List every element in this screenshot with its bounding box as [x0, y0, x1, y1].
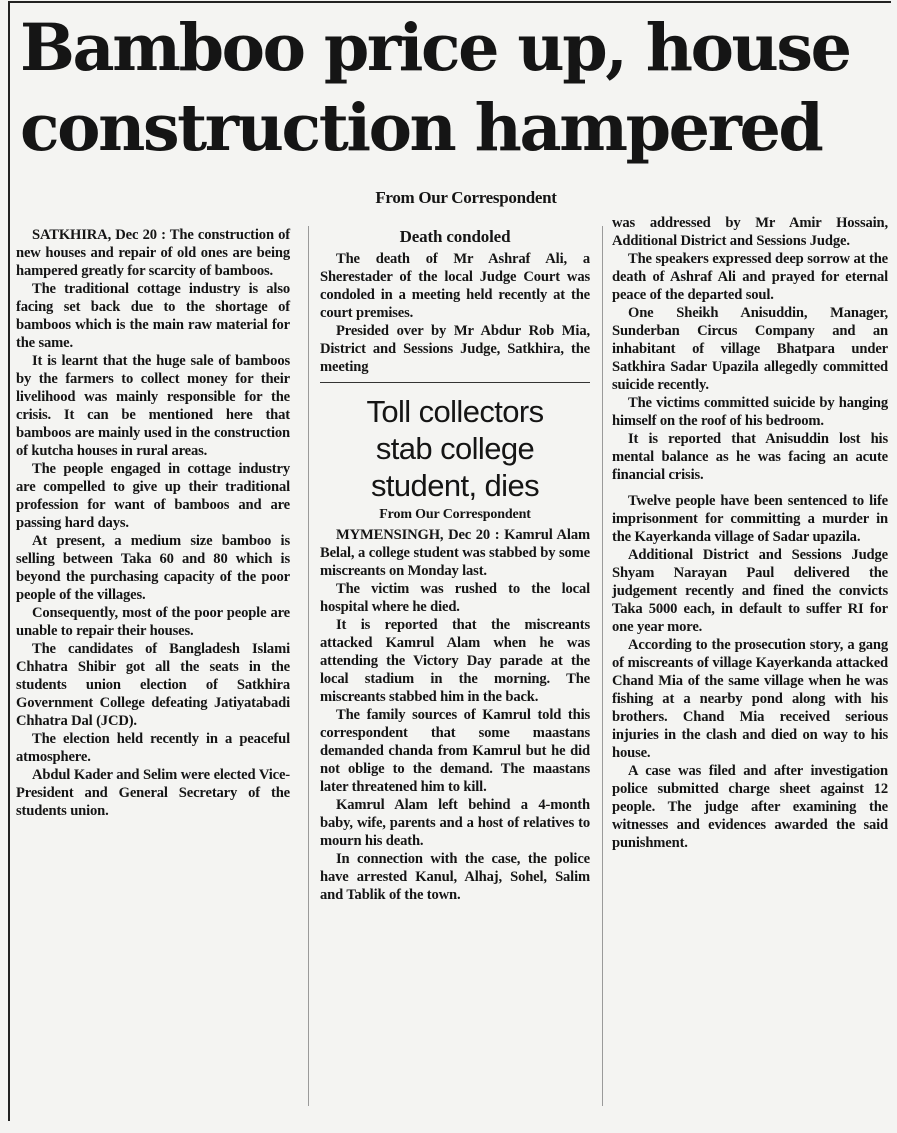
article-paragraph: At present, a medium size bamboo is selling between Taka 60 and 80 which is beyond the purchasing capacity of the poor people of the villages. [16, 533, 290, 603]
column-2 [320, 228, 590, 904]
toll-paragraph: In connection with the case, the police have arrested Kanul, Alhaj, Sohel, Salim and Tablik of the town. [320, 851, 590, 903]
sentence-paragraph: According to the prosecution story, a gang of miscreants of village Kayerkanda attacked Chand Mia of the same village when he was fishing at a nearby pond along with his brothers. Chand Mia received serious injuries in the clash and died on way to his house. [612, 637, 888, 761]
toll-paragraph: MYMENSINGH, Dec 20 : Kamrul Alam Belal, a college student was stabbed by some miscreants on Monday last. [320, 527, 590, 579]
left-border-rule [8, 1, 10, 1121]
article-paragraph: SATKHIRA, Dec 20 : The construction of new houses and repair of old ones are being hampered greatly for scarcity of bamboos. [16, 227, 290, 279]
toll-paragraph: The victim was rushed to the local hospital where he died. [320, 581, 590, 615]
sentence-paragraph: Additional District and Sessions Judge Shyam Narayan Paul delivered the judgement recently and fined the convicts Taka 5000 each, in default to suffer RI for one year more. [612, 547, 888, 635]
top-border-rule [8, 1, 891, 3]
article-paragraph: Abdul Kader and Selim were elected Vice-President and General Secretary of the students union. [16, 767, 290, 819]
suicide-paragraph: One Sheikh Anisuddin, Manager, Sunderban Circus Company and an inhabitant of village Bhatpara under Satkhira Sadar Upazila allegedly committed suicide recently. [612, 305, 888, 393]
toll-collectors-headline: Toll collectors stab college student, dies [320, 382, 590, 504]
death-paragraph: Presided over by Mr Abdur Rob Mia, District and Sessions Judge, Satkhira, the meeting [320, 323, 590, 375]
toll-paragraph: The family sources of Kamrul told this correspondent that some maastans demanded chanda from Kamrul but he did not oblige to the demand. The maastans later threatened him to kill. [320, 707, 590, 795]
article-paragraph: The traditional cottage industry is also facing set back due to the shortage of bamboos which is the main raw material for the same. [16, 281, 290, 351]
article-paragraph: It is learnt that the huge sale of bamboos by the farmers to collect money for their livelihood was mainly responsible for the crisis. It can be mentioned here that bamboos are mainly used in the construction of kutcha houses in rural areas. [16, 353, 290, 459]
article-paragraph: The people engaged in cottage industry are compelled to give up their traditional profession for want of bamboos and are passing hard days. [16, 461, 290, 531]
article-byline: From Our Correspondent [375, 188, 557, 207]
column-1 [16, 226, 290, 820]
article-paragraph: The election held recently in a peaceful atmosphere. [16, 731, 290, 765]
death-paragraph-continued: The speakers expressed deep sorrow at the death of Ashraf Ali and prayed for eternal peace of the departed soul. [612, 251, 888, 303]
toll-byline: From Our Correspondent [379, 507, 531, 522]
suicide-paragraph: It is reported that Anisuddin lost his mental balance as he was facing an acute financial crisis. [612, 431, 888, 483]
suicide-paragraph: The victims committed suicide by hanging himself on the roof of his bedroom. [612, 395, 888, 429]
article-paragraph: The candidates of Bangladesh Islami Chhatra Shibir got all the seats in the students union election of Satkhira Government College defeating Jatiyatabadi Chhatra Dal (JCD). [16, 641, 290, 729]
sentence-paragraph: A case was filed and after investigation police submitted charge sheet against 12 people. The judge after examining the witnesses and evidences awarded the said punishment. [612, 763, 888, 851]
column-separator [602, 226, 603, 1106]
article-headline: Bamboo price up, house construction hampered [20, 10, 850, 166]
column-separator [308, 226, 309, 1106]
column-3 [612, 214, 888, 852]
death-condoled-heading: Death condoled [399, 227, 511, 246]
death-paragraph: The death of Mr Ashraf Ali, a Sherestader of the local Judge Court was condoled in a meeting held recently at the court premises. [320, 251, 590, 321]
toll-paragraph: Kamrul Alam left behind a 4-month baby, wife, parents and a host of relatives to mourn his death. [320, 797, 590, 849]
article-paragraph: Consequently, most of the poor people are unable to repair their houses. [16, 605, 290, 639]
death-paragraph-continued: was addressed by Mr Amir Hossain, Additional District and Sessions Judge. [612, 215, 888, 249]
sentence-paragraph: Twelve people have been sentenced to life imprisonment for committing a murder in the Kayerkanda village of Sadar upazila. [612, 493, 888, 545]
toll-paragraph: It is reported that the miscreants attacked Kamrul Alam when he was attending the Victory Day parade at the local stadium in the morning. The miscreants stabbed him in the back. [320, 617, 590, 705]
